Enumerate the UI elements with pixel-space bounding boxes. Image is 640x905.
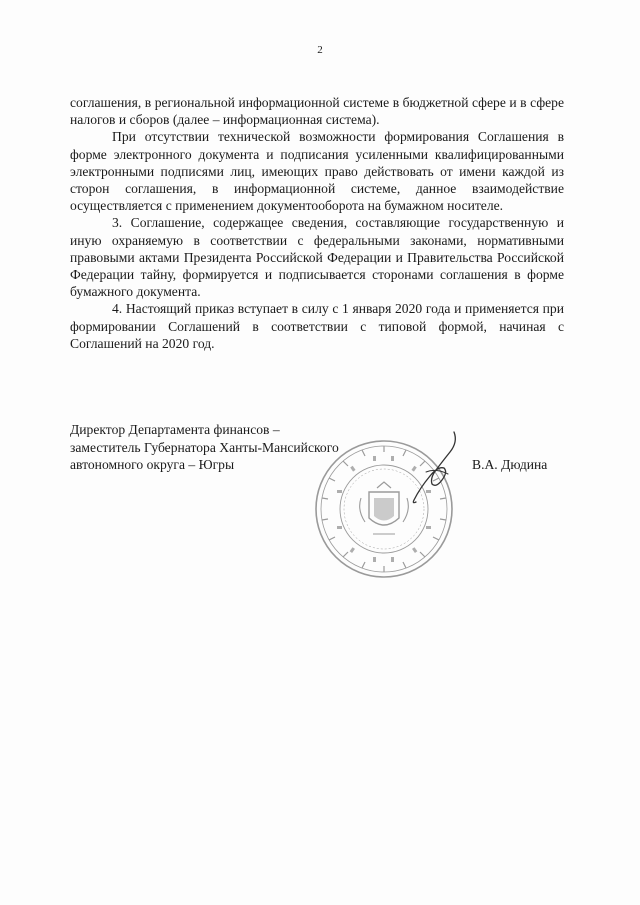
document-body — [70, 94, 564, 352]
paragraph-item-3: 3. Соглашение, содержащее сведения, составляющие государственную и иную охраняемую в соответствии с федеральными законами, нормативными правовыми актами Президента Российской Федерации и Правительства Российской Федерации тайну, формируется и подписывается сторонами соглашения в форме бумажного документа. — [70, 215, 564, 300]
signatory-name: В.А. Дюдина — [472, 457, 548, 472]
paragraph-continuation: соглашения, в региональной информационной системе в бюджетной сфере и в сфере налогов и сборов (далее – информационная система). — [70, 95, 564, 128]
signatory-title-line-2: заместитель Губернатора Ханты-Мансийского — [70, 439, 339, 455]
handwritten-signature — [396, 428, 466, 508]
signatory-title-line-3: автономного округа – Югры — [70, 457, 235, 473]
signatory-position — [70, 421, 339, 474]
paragraph-item-4: 4. Настоящий приказ вступает в силу с 1 января 2020 года и применяется при формировании Соглашений в соответствии с типовой формой, начиная с Соглашений на 2020 год. — [70, 301, 564, 351]
page-number: 2 — [317, 44, 323, 56]
signatory-title-line-1: Директор Департамента финансов – — [70, 422, 280, 437]
paragraph-no-technical-possibility: При отсутствии технической возможности формирования Соглашения в форме электронного документа и подписания усиленными квалифицированными электронными подписями лиц, имеющих право действовать от имени каждой из сторон соглашения, в информационной системе, данное взаимодействие осуществляется с применением документооборота на бумажном носителе. — [70, 129, 564, 214]
